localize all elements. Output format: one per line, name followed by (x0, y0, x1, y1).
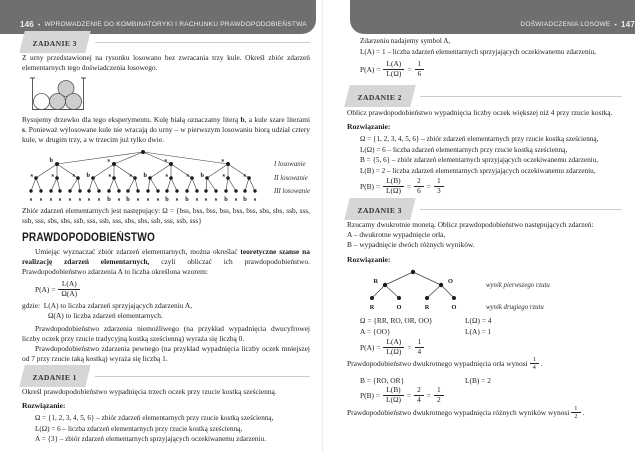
svg-text:s: s (30, 172, 33, 179)
zadanie-label-box (19, 365, 91, 387)
fraction: $\frac{2}{4}$ (414, 386, 424, 405)
zadanie-3-body: Rzucamy dwukrotnie monetą. Oblicz prawdopodobieństwo następujących zdarzeń: (347, 220, 594, 229)
solution-line: B = {5, 6} – zbiór zdarzeń elementarnych sprzyjających oczekiwanemu zdarzeniu, (360, 156, 599, 164)
zadanie-label: ZADANIE 1 (32, 373, 77, 382)
certain-event-paragraph: Prawdopodobieństwo zdarzenia pewnego (na przykład wypadnięcia liczby oczek mniejszej od 7 przy rzucie taką kostką) wyraża się liczbą 1. (22, 344, 310, 363)
gray-ball (50, 94, 66, 110)
pa-coin-formula: P(A) = $\frac{L(A)}{L(\Omega)}$ = $\frac{1}{4}$ (360, 338, 622, 356)
svg-text:s: s (186, 172, 189, 179)
svg-text:s: s (107, 157, 110, 164)
svg-text:b: b (243, 196, 247, 203)
fraction: $\frac{1}{2}$ (434, 386, 444, 405)
solution-label: Rozwiązanie: (347, 255, 391, 264)
solution-line: L(Ω) = 6 – liczba zdarzeń elementarnych przy rzucie kostką sześcienną, (360, 145, 568, 154)
zadanie-label: ZADANIE 3 (32, 39, 77, 48)
heading-rule (95, 376, 310, 377)
svg-text:III losowanie: III losowanie (274, 188, 311, 195)
zadanie-label-box (344, 198, 416, 220)
conclusion-b-sentence: Prawdopodobieństwo dwukrotnego wypadnięcia różnych wyników wynosi $\frac{1}{2}$ . (347, 404, 585, 421)
probability-intro-paragraph: Umiejąc wyznaczać zbiór zdarzeń elementarnych, można określać teoretyczne szanse na realizację zdarzeń elementarnych, czyli obliczać ich prawdopodobieństwo. Prawdopodobieństwo zdarzenia A to liczba określona wzorem: (22, 247, 310, 276)
svg-text:s: s (165, 172, 168, 179)
solution-line: L(B) = 2 – liczba zdarzeń elementarnych sprzyjających oczekiwanemu zdarzeniu, (360, 166, 596, 175)
gdzie-line-2: Ω(A) to liczba zdarzeń elementarnych. (48, 311, 163, 320)
right-page-number: 147 (621, 20, 635, 29)
gray-ball (66, 94, 82, 110)
gdzie-line-1: gdzie: L(A) to liczba zdarzeń sprzyjających zdarzeniu A, (22, 301, 193, 310)
solution-line: A = {3} – zbiór zdarzeń elementarnych sprzyjających oczekiwanemu zdarzeniu. (35, 435, 266, 443)
svg-text:s: s (97, 196, 101, 203)
svg-text:O: O (451, 304, 457, 311)
heading-rule (420, 209, 622, 210)
solution-label: Rozwiązanie: (347, 122, 391, 131)
probability-definition-formula: P(A) = $\frac{L(A)}{\Omega(A)}$ (35, 280, 310, 298)
tree-nodes (370, 270, 456, 300)
svg-text:s: s (214, 196, 218, 203)
svg-text:s: s (29, 196, 33, 203)
svg-text:I losowanie: I losowanie (274, 161, 306, 168)
fraction: $\frac{L(A)}{\Omega(A)}$ (58, 280, 80, 299)
zadanie-3-heading-right (347, 203, 622, 215)
event-b-row: B = {RO, OR} L(B) = 2 (360, 375, 491, 385)
svg-text:s: s (58, 196, 62, 203)
svg-text:s: s (129, 172, 132, 179)
svg-text:s: s (49, 196, 53, 203)
header-bullet: • (37, 22, 41, 29)
zadanie-label: ZADANIE 2 (357, 93, 402, 102)
zadanie-1-heading (22, 370, 310, 382)
fraction: $\frac{1}{3}$ (434, 177, 444, 196)
svg-text:II losowanie: II losowanie (274, 175, 308, 182)
svg-text:O: O (396, 304, 402, 311)
svg-text:O: O (448, 278, 453, 285)
svg-text:b: b (107, 196, 111, 203)
zadanie-1-body: Określ prawdopodobieństwo wypadnięcia trzech oczek przy rzucie kostką sześcienną. (22, 387, 277, 396)
white-ball (34, 94, 50, 110)
svg-text:wynik drugiego rzutu: wynik drugiego rzutu (486, 304, 544, 311)
svg-text:b: b (86, 172, 90, 179)
tree-node-labels (370, 278, 457, 311)
conclusion-a-sentence: Prawdopodobieństwo dwukrotnego wypadnięcia orła wynosi $\frac{1}{4}$ . (347, 356, 543, 372)
svg-text:b: b (165, 196, 169, 203)
fraction: $\frac{1}{4}$ (415, 338, 425, 357)
fraction: $\frac{L(B)}{L(\Omega)}$ (383, 386, 404, 405)
zadanie-label-box (19, 31, 91, 53)
solution-label: Rozwiązanie: (22, 401, 66, 410)
tree-draw-row-labels (273, 161, 310, 195)
fraction: $\frac{2}{6}$ (414, 177, 424, 196)
zadanie-2-heading (347, 90, 622, 102)
svg-text:s: s (156, 196, 160, 203)
urn-balls (34, 81, 82, 110)
svg-text:s: s (51, 172, 54, 179)
fraction: $\frac{1}{4}$ (530, 356, 539, 372)
zadanie-3-body: Z urny przedstawionej na rysunku losowano bez zwracania trzy kule. Określ zbiór zdarzeń elementarnych tego doświadczenia losowego. (22, 53, 310, 72)
tree-toss-row-labels (486, 282, 550, 311)
tree-diagram-three-draws (27, 147, 317, 204)
omega-set-paragraph: Zbiór zdarzeń elementarnych jest następujący: Ω = {bss, bss, bss, bss, bss, bss, sbs, sbs, ssb, sss, ssb, sss, sbs, sbs, ssb, sss, ssb, sss, sbs, sbs, ssb, sss, ssb, sss} (22, 206, 310, 225)
impossible-event-paragraph: Prawdopodobieństwo zdarzenia niemożliwego (na przykład wypadnięcia dwucyfrowej liczby oczek przy rzucie tradycyjną kostką sześcienną) wyraża się liczbą 0. (22, 324, 310, 343)
urn-figure (30, 76, 88, 112)
zadanie-2-body: Oblicz prawdopodobieństwo wypadnięcia liczby oczek większej niż 4 przy rzucie kostką. (347, 108, 613, 117)
event-a-definition: A – dwukrotne wypadnięcie orła, (347, 230, 446, 239)
fraction: $\frac{1}{2}$ (571, 405, 580, 421)
svg-text:R: R (373, 278, 378, 285)
svg-text:s: s (68, 196, 72, 203)
solution-line: L(Ω) = 6 – liczba zdarzeń elementarnych przy rzucie kostką sześcienną, (35, 424, 243, 433)
svg-text:b: b (224, 196, 228, 203)
tree-node-labels (30, 157, 257, 203)
svg-text:b: b (185, 196, 189, 203)
svg-text:s: s (195, 196, 199, 203)
svg-text:wynik pierwszego rzutu: wynik pierwszego rzutu (486, 282, 550, 289)
heading-rule (95, 42, 310, 43)
svg-text:R: R (369, 304, 375, 311)
svg-text:s: s (175, 196, 179, 203)
svg-text:s: s (204, 196, 208, 203)
svg-text:b: b (49, 157, 53, 164)
event-a-row: A = {OO} L(A) = 1 (360, 327, 492, 336)
svg-text:b: b (143, 172, 147, 179)
left-page-number: 146 (20, 20, 34, 29)
svg-text:b: b (126, 196, 130, 203)
pa-formula: P(A) = $\frac{L(A)}{L(\Omega)}$ = $\frac{1}{6}$ (360, 60, 622, 78)
svg-text:s: s (136, 196, 140, 203)
zadanie-label: ZADANIE 3 (357, 206, 402, 215)
tree-intro-paragraph: Rysujemy drzewko dla tego eksperymentu. Kulę białą oznaczamy literą b, a kule szare literami s. Ponieważ wylosowane kule nie wracają do urny – w pierwszym losowaniu biorą udział cztery kule, w drugim trzy, a w trzecim już tylko dwie. (22, 115, 310, 144)
right-page (322, 0, 635, 452)
event-b-definition: B – wypadnięcie dwóch różnych wyników. (347, 240, 475, 249)
svg-text:s: s (87, 196, 91, 203)
omega-row: Ω = {RR, RO, OR, OO} L(Ω) = 4 (360, 316, 492, 325)
solution-line: Ω = {1, 2, 3, 4, 5, 6} – zbiór zdarzeń elementarnych przy rzucie kostką sześcienną, (35, 414, 274, 422)
heading-rule (420, 96, 622, 97)
solution-line: Zdarzeniu nadajemy symbol A, (360, 37, 451, 45)
left-chapter-title: WPROWADZENIE DO KOMBINATORYKI I RACHUNKU PRAWDOPODOBIEŃSTWA (44, 21, 307, 29)
svg-text:s: s (78, 196, 82, 203)
pb-coin-formula: P(B) = $\frac{L(B)}{L(\Omega)}$ = $\frac{2}{4}$ = $\frac{1}{2}$ (360, 387, 622, 405)
svg-text:s: s (253, 196, 257, 203)
solution-line: Ω = {1, 2, 3, 4, 5, 6} – zbiór zdarzeń elementarnych przy rzucie kostką sześcienną, (360, 135, 599, 143)
fraction: $\frac{L(A)}{L(\Omega)}$ (383, 60, 404, 79)
svg-text:s: s (72, 172, 75, 179)
svg-text:R: R (424, 304, 430, 311)
svg-text:s: s (243, 172, 246, 179)
svg-text:s: s (108, 172, 111, 179)
svg-text:s: s (222, 172, 225, 179)
fraction: $\frac{1}{6}$ (415, 60, 425, 79)
svg-text:s: s (146, 196, 150, 203)
svg-text:s: s (117, 196, 121, 203)
right-chapter-title: DOŚWIADCZENIA LOSOWE (520, 21, 611, 29)
svg-text:b: b (200, 172, 204, 179)
svg-text:s: s (234, 196, 238, 203)
solution-line: L(A) = 1 – liczba zdarzeń elementarnych sprzyjających oczekiwanemu zdarzeniu, (360, 47, 596, 56)
svg-text:s: s (39, 196, 43, 203)
zadanie-label-box (344, 85, 416, 107)
section-title-probability: PRAWDOPODOBIEŃSTWO (22, 232, 156, 244)
fraction: $\frac{L(B)}{L(\Omega)}$ (383, 177, 404, 196)
coin-toss-tree-diagram (361, 267, 621, 313)
pb-formula: P(B) = $\frac{L(B)}{L(\Omega)}$ = $\frac{2}{6}$ = $\frac{1}{3}$ (360, 177, 622, 195)
svg-text:s: s (221, 157, 224, 164)
zadanie-3-heading-left (22, 36, 310, 48)
fraction: $\frac{L(A)}{L(\Omega)}$ (383, 338, 404, 357)
svg-text:s: s (164, 157, 167, 164)
header-bullet: • (614, 22, 618, 29)
